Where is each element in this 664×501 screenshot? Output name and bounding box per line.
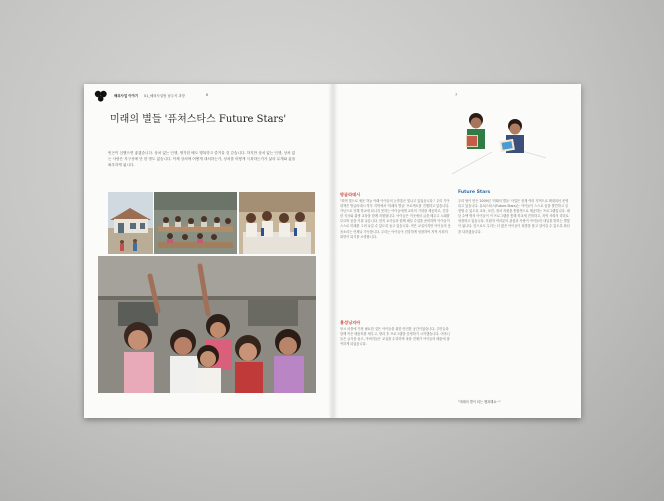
header-section-label: 해외사업 이야기 — [114, 94, 139, 98]
section-text-2: 당시 마을에 가장 필요한 것은 아이들을 위한 안전한 공간이었습니다. 주민들과 함께 작은 배움터를 세우고, 방과 후 프로그램을 운영하기 시작했습니다. 어머니들은 급식을 돕고, 아버지들은 교실을 수리하며 마을 전체가 아이들의 배움에 참여하게 되었습니다. — [340, 327, 450, 347]
closing-quote: "미래의 별이 되는 행복해요~" — [458, 400, 501, 404]
section-heading-1: 방글라데시 — [340, 192, 361, 197]
page-gutter — [328, 84, 338, 418]
section-text-3: 우리 팀이 만든 2009년 '미래의 별들' 사업은 현재 여러 지역으로 확대되어 운영되고 있습니다. 퓨쳐스타스(Future Stars)는 아이들이 스스로 꿈을 발견하고 실현할 수 있도록 교육, 보건, 정서 지원을 통합적으로 제공하는 프로그램입니다. 매년 수백 명의 아이들이 이 프로그램을 통해 학교에 진학하고, 지역 사회의 리더로 성장하고 있습니다. 후원자 여러분의 관심과 사랑이 아이들의 내일을 밝히는 별빛이 됩니다. 앞으로도 우리는 더 많은 아이들이 희망을 품고 살아갈 수 있도록 최선을 다하겠습니다. — [458, 199, 570, 234]
header-article-label: 01_해외사업팀 남우석 과장 — [144, 94, 185, 98]
section-text-1: "회색 빛으로 채운 하늘 아래 아이들의 눈망울은 빛나고 있었습니다." 우리 기아대책은 방글라데시 북부 지역에서 '미래의 별들' 프로젝트를 진행하고 있습니다. 가난으로 인해 학교에 다니지 못하는 아이들에게 교육의 기회를 제공하고, 건강한 식사와 위생 교육을 함께 지원합니다. 아이들은 이곳에서 글을 배우고 노래를 부르며 꿈을 키워 나갑니다. 현지 교사들과 함께 매일 수업을 준비하며 아이들이 스스로 미래를 그려 나갈 수 있도록 돕고 있습니다. 작은 교실이지만 아이들의 웃음소리는 언제나 가득합니다. 우리는 아이들이 건강하게 성장하여 지역 사회의 희망이 되기를 소망합니다. — [340, 199, 451, 239]
kids-with-books-photo — [452, 108, 546, 174]
classroom-photo — [154, 192, 237, 254]
girls-photo — [239, 192, 315, 254]
children-group-photo — [98, 256, 316, 393]
page-number-right: 7 — [455, 93, 458, 97]
lead-paragraph: 빈곤이 심했으면 좋겠습니다. 상처 없는 인생, 생각한 배도 행복하고 즐거울 것 같습니다. 하지만 상처 없는 인생, 상처 없는 사람은 지구상에 단 한 명도 없습니다. 이제 상처에 어떻게 대처하는가, 상처를 어떻게 극복하는가가 삶의 무게와 삶을 좌우하게 됩니다. — [108, 151, 296, 167]
section-heading-future-stars: Future Stars — [458, 190, 491, 195]
page-number-left: 6 — [206, 93, 209, 97]
school-building-photo — [108, 192, 153, 254]
article-title: 미래의 별들 '퓨쳐스타스 Future Stars' — [110, 114, 287, 125]
magazine-logo-icon — [94, 90, 108, 102]
section-heading-2: 홍성닝지아 — [340, 320, 361, 325]
magazine-spread — [84, 84, 581, 418]
